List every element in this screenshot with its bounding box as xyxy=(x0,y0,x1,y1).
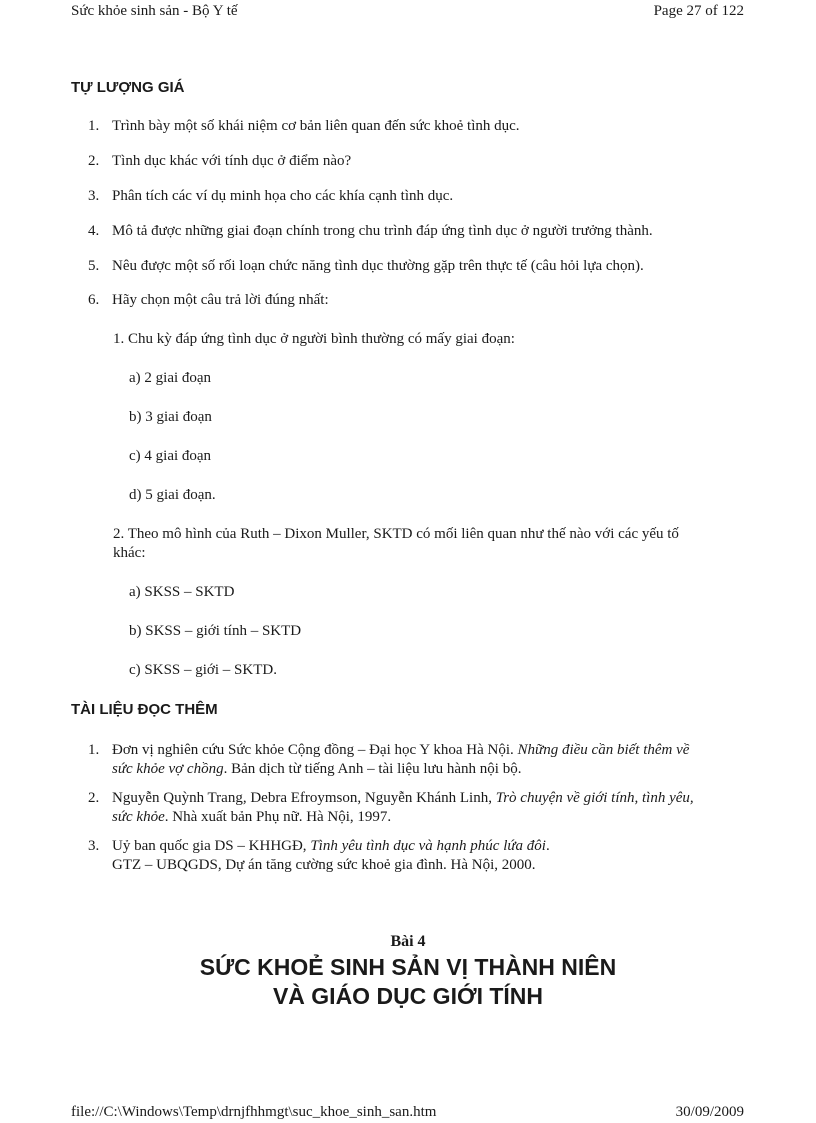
reference-number: 2. xyxy=(88,790,100,806)
reference-title: Những điều cần biết thêm về xyxy=(517,742,690,758)
reference-details: . Bản dịch từ tiếng Anh – tài liệu lưu hành nội bộ. xyxy=(223,761,522,777)
answer-option: c) SKSS – giới – SKTD. xyxy=(129,662,277,678)
section-heading-self-assessment: TỰ LƯỢNG GIÁ xyxy=(71,79,185,96)
reference-title: Tình yêu tình dục và hạnh phúc lứa đôi xyxy=(310,838,546,854)
lesson-number: Bài 4 xyxy=(390,933,426,950)
question-text: Hãy chọn một câu trả lời đúng nhất: xyxy=(112,292,329,308)
answer-option: a) 2 giai đoạn xyxy=(129,370,212,386)
reference-details: GTZ – UBQGDS, Dự án tăng cường sức khoẻ gia đình. Hà Nội, 2000. xyxy=(112,857,536,873)
sub-question-1: 1. Chu kỳ đáp ứng tình dục ở người bình thường có mấy giai đoạn: xyxy=(113,331,515,347)
question-item xyxy=(88,258,644,275)
footer-file-path: file://C:\Windows\Temp\drnjfhhmgt\suc_khoe_sinh_san.htm xyxy=(71,1104,437,1120)
header-source-title: Sức khỏe sinh sản - Bộ Y tế xyxy=(71,3,238,19)
question-number: 2. xyxy=(88,153,100,169)
question-number: 3. xyxy=(88,188,100,204)
reference-title-end: . xyxy=(545,838,550,854)
question-item xyxy=(88,188,453,205)
question-text: Trình bày một số khái niệm cơ bản liên quan đến sức khoẻ tình dục. xyxy=(112,118,520,134)
answer-option: a) SKSS – SKTD xyxy=(129,584,235,600)
question-number: 4. xyxy=(88,223,100,239)
reference-title-cont: sức khỏe xyxy=(112,809,165,825)
reference-authors: Uỷ ban quốc gia DS – KHHGĐ, xyxy=(112,838,311,854)
reference-item xyxy=(88,741,748,779)
question-text: Tình dục khác với tính dục ở điểm nào? xyxy=(112,153,352,169)
question-text: Mô tả được những giai đoạn chính trong chu trình đáp ứng tình dục ở người trưởng thành. xyxy=(112,223,653,239)
question-item xyxy=(88,153,351,170)
reference-item xyxy=(88,837,748,875)
section-heading-further-reading: TÀI LIỆU ĐỌC THÊM xyxy=(71,701,218,718)
reference-authors: Nguyễn Quỳnh Trang, Debra Efroymson, Nguyễn Khánh Linh, xyxy=(112,790,496,806)
question-number: 1. xyxy=(88,118,100,134)
question-item xyxy=(88,292,329,309)
sub-question-2-line2: khác: xyxy=(113,545,146,561)
reference-details: . Nhà xuất bản Phụ nữ. Hà Nội, 1997. xyxy=(164,809,392,825)
question-number: 6. xyxy=(88,292,100,308)
answer-option: b) SKSS – giới tính – SKTD xyxy=(129,623,302,639)
lesson-title-line1: SỨC KHOẺ SINH SẢN VỊ THÀNH NIÊN xyxy=(199,954,617,980)
question-text: Phân tích các ví dụ minh họa cho các khía cạnh tình dục. xyxy=(112,188,454,204)
sub-question-2-line1: 2. Theo mô hình của Ruth – Dixon Muller, SKTD có mối liên quan như thế nào với các yếu tố xyxy=(113,526,679,542)
header-page-number: Page 27 of 122 xyxy=(653,3,744,19)
answer-option: b) 3 giai đoạn xyxy=(129,409,212,425)
question-item xyxy=(88,223,653,240)
reference-item xyxy=(88,789,748,827)
question-text: Nêu được một số rối loạn chức năng tình dục thường gặp trên thực tế (câu hỏi lựa chọn). xyxy=(112,258,644,274)
footer-date: 30/09/2009 xyxy=(675,1104,744,1120)
question-number: 5. xyxy=(88,258,100,274)
lesson-title-line2: VÀ GIÁO DỤC GIỚI TÍNH xyxy=(272,983,544,1009)
reference-number: 3. xyxy=(88,838,100,854)
answer-option: d) 5 giai đoạn. xyxy=(129,487,216,503)
answer-option: c) 4 giai đoạn xyxy=(129,448,212,464)
reference-authors: Đơn vị nghiên cứu Sức khỏe Cộng đồng – Đại học Y khoa Hà Nội. xyxy=(112,742,518,758)
reference-title: Trò chuyện về giới tính, tình yêu, xyxy=(495,790,694,806)
reference-number: 1. xyxy=(88,742,100,758)
question-item xyxy=(88,118,520,135)
reference-title-cont: sức khỏe vợ chồng xyxy=(112,761,224,777)
